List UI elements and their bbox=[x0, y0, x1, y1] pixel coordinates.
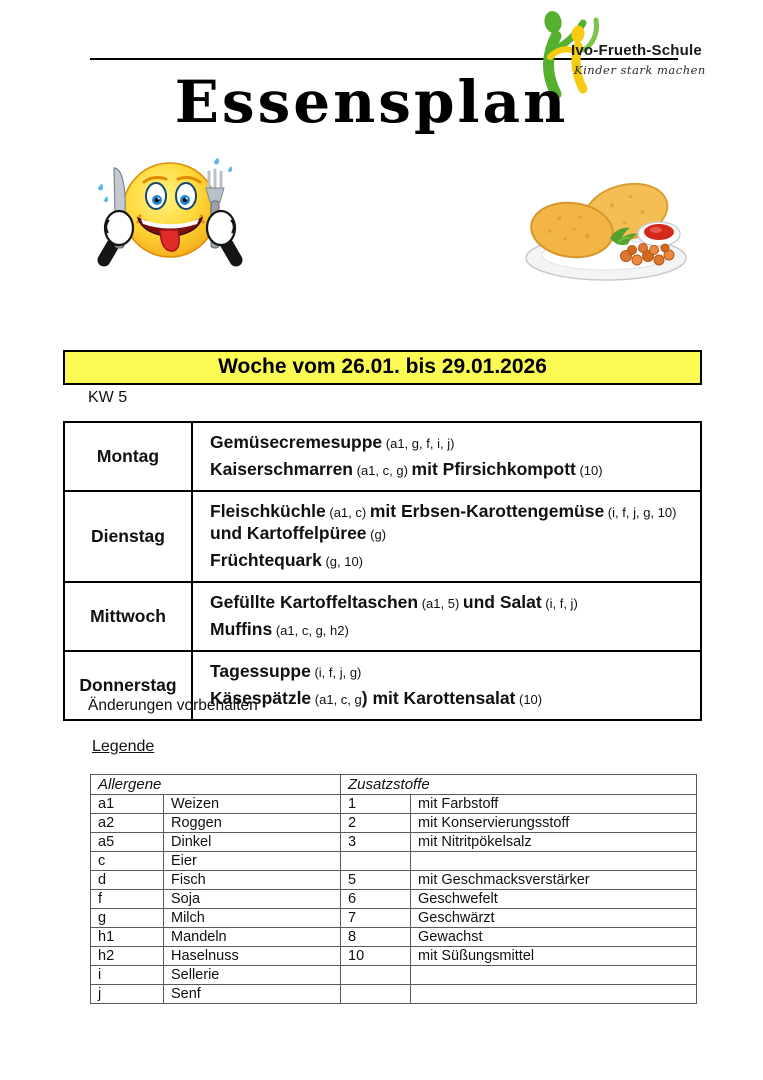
additive-code: 6 bbox=[341, 890, 411, 909]
allergen-code: a5 bbox=[91, 833, 164, 852]
legend-row bbox=[91, 890, 697, 909]
legend-row bbox=[91, 852, 697, 871]
dish-text: Muffins bbox=[210, 619, 273, 639]
menu-meal-cell bbox=[192, 582, 701, 651]
dish-text: Gefüllte Kartoffeltaschen bbox=[210, 592, 419, 612]
dish-text: Kaiserschmarren bbox=[210, 459, 353, 479]
allergen-code: h2 bbox=[91, 947, 164, 966]
menu-table-body bbox=[64, 422, 701, 720]
allergen-codes: (10) bbox=[515, 692, 543, 707]
meal-line bbox=[210, 619, 690, 641]
additive-code: 2 bbox=[341, 814, 411, 833]
legend-table bbox=[90, 774, 697, 1004]
legend-header-zusatzstoffe: Zusatzstoffe bbox=[341, 775, 697, 795]
additive-name: Geschwärzt bbox=[411, 909, 697, 928]
allergen-codes: (i, f, j, g, 10) bbox=[604, 505, 677, 520]
legend-header-row bbox=[91, 775, 697, 795]
allergen-codes: (a1, 5) bbox=[418, 596, 463, 611]
week-number: KW 5 bbox=[88, 389, 128, 406]
menu-row bbox=[64, 491, 701, 582]
meal-line bbox=[210, 592, 690, 614]
change-note: Änderungen vorbehalten bbox=[88, 697, 258, 714]
dish-text: und Kartoffelpüree bbox=[210, 523, 367, 543]
allergen-code: g bbox=[91, 909, 164, 928]
menu-day-label: Mittwoch bbox=[64, 582, 192, 651]
meal-line bbox=[210, 459, 690, 481]
allergen-codes: (a1, c, g) bbox=[353, 463, 412, 478]
additive-name bbox=[411, 852, 697, 871]
allergen-name: Dinkel bbox=[164, 833, 341, 852]
additive-name: Gewachst bbox=[411, 928, 697, 947]
additive-name bbox=[411, 966, 697, 985]
additive-code bbox=[341, 852, 411, 871]
additive-name bbox=[411, 985, 697, 1004]
legend-row bbox=[91, 966, 697, 985]
allergen-name: Fisch bbox=[164, 871, 341, 890]
additive-name: mit Nitritpökelsalz bbox=[411, 833, 697, 852]
legend-row bbox=[91, 947, 697, 966]
week-banner: Woche vom 26.01. bis 29.01.2026 bbox=[63, 350, 702, 385]
menu-meal-cell bbox=[192, 422, 701, 491]
dish-text: und Salat bbox=[462, 592, 542, 612]
dish-text: Fleischküchle bbox=[210, 501, 326, 521]
allergen-name: Eier bbox=[164, 852, 341, 871]
legend-row bbox=[91, 814, 697, 833]
allergen-name: Senf bbox=[164, 985, 341, 1004]
legend-heading: Legende bbox=[92, 738, 155, 755]
legend-row bbox=[91, 928, 697, 947]
allergen-name: Mandeln bbox=[164, 928, 341, 947]
allergen-codes: (g) bbox=[366, 527, 387, 542]
allergen-name: Sellerie bbox=[164, 966, 341, 985]
meal-line bbox=[210, 501, 690, 545]
allergen-codes: (a1, c, g bbox=[311, 692, 362, 707]
allergen-codes: (10) bbox=[575, 463, 603, 478]
additive-name: mit Geschmacksverstärker bbox=[411, 871, 697, 890]
additive-name: Geschwefelt bbox=[411, 890, 697, 909]
dish-text: Früchtequark bbox=[210, 550, 322, 570]
additive-code: 1 bbox=[341, 795, 411, 814]
additive-code: 3 bbox=[341, 833, 411, 852]
allergen-codes: (a1, c, g, h2) bbox=[272, 623, 349, 638]
menu-day-label: Dienstag bbox=[64, 491, 192, 582]
allergen-name: Soja bbox=[164, 890, 341, 909]
menu-day-label: Montag bbox=[64, 422, 192, 491]
allergen-code: f bbox=[91, 890, 164, 909]
hungry-smiley-cutlery-icon bbox=[88, 156, 252, 270]
legend-row bbox=[91, 985, 697, 1004]
allergen-codes: (i, f, j, g) bbox=[310, 665, 362, 680]
allergen-name: Haselnuss bbox=[164, 947, 341, 966]
dish-text: mit Erbsen-Karottengemüse bbox=[369, 501, 605, 521]
additive-name: mit Konservierungsstoff bbox=[411, 814, 697, 833]
allergen-code: h1 bbox=[91, 928, 164, 947]
meal-line bbox=[210, 661, 690, 683]
legend-row bbox=[91, 795, 697, 814]
dish-text: Gemüsecremesuppe bbox=[210, 432, 383, 452]
allergen-code: a2 bbox=[91, 814, 164, 833]
menu-row bbox=[64, 582, 701, 651]
allergen-code: j bbox=[91, 985, 164, 1004]
allergen-name: Milch bbox=[164, 909, 341, 928]
meal-line bbox=[210, 432, 690, 454]
allergen-code: c bbox=[91, 852, 164, 871]
dish-text: Tagessuppe bbox=[210, 661, 311, 681]
menu-meal-cell bbox=[192, 491, 701, 582]
page-title: Essensplan bbox=[174, 68, 569, 136]
allergen-name: Roggen bbox=[164, 814, 341, 833]
allergen-code: i bbox=[91, 966, 164, 985]
dish-text: ) mit Karottensalat bbox=[361, 688, 516, 708]
school-name: Ivo-Frueth-Schule bbox=[571, 42, 702, 59]
school-tagline: Kinder stark machen bbox=[574, 63, 706, 77]
allergen-codes: (i, f, j) bbox=[541, 596, 578, 611]
additive-name: mit Farbstoff bbox=[411, 795, 697, 814]
allergen-codes: (a1, c) bbox=[325, 505, 370, 520]
additive-code: 5 bbox=[341, 871, 411, 890]
dish-text: Käsespätzle bbox=[210, 688, 312, 708]
legend-row bbox=[91, 833, 697, 852]
allergen-code: a1 bbox=[91, 795, 164, 814]
allergen-name: Weizen bbox=[164, 795, 341, 814]
food-plate-icon bbox=[522, 172, 690, 284]
menu-table bbox=[63, 421, 702, 721]
allergen-codes: (g, 10) bbox=[321, 554, 364, 569]
legend-row bbox=[91, 871, 697, 890]
additive-name: mit Süßungsmittel bbox=[411, 947, 697, 966]
meal-line bbox=[210, 550, 690, 572]
legend-row bbox=[91, 909, 697, 928]
menu-day-label: Donnerstag bbox=[64, 651, 192, 720]
legend-header-allergene: Allergene bbox=[91, 775, 341, 795]
menu-meal-cell bbox=[192, 651, 701, 720]
additive-code bbox=[341, 966, 411, 985]
dish-text: mit Pfirsichkompott bbox=[411, 459, 576, 479]
additive-code: 8 bbox=[341, 928, 411, 947]
menu-row bbox=[64, 422, 701, 491]
allergen-codes: (a1, g, f, i, j) bbox=[382, 436, 455, 451]
meal-line bbox=[210, 688, 690, 710]
additive-code: 7 bbox=[341, 909, 411, 928]
additive-code bbox=[341, 985, 411, 1004]
allergen-code: d bbox=[91, 871, 164, 890]
additive-code: 10 bbox=[341, 947, 411, 966]
legend-table-body bbox=[91, 795, 697, 1004]
